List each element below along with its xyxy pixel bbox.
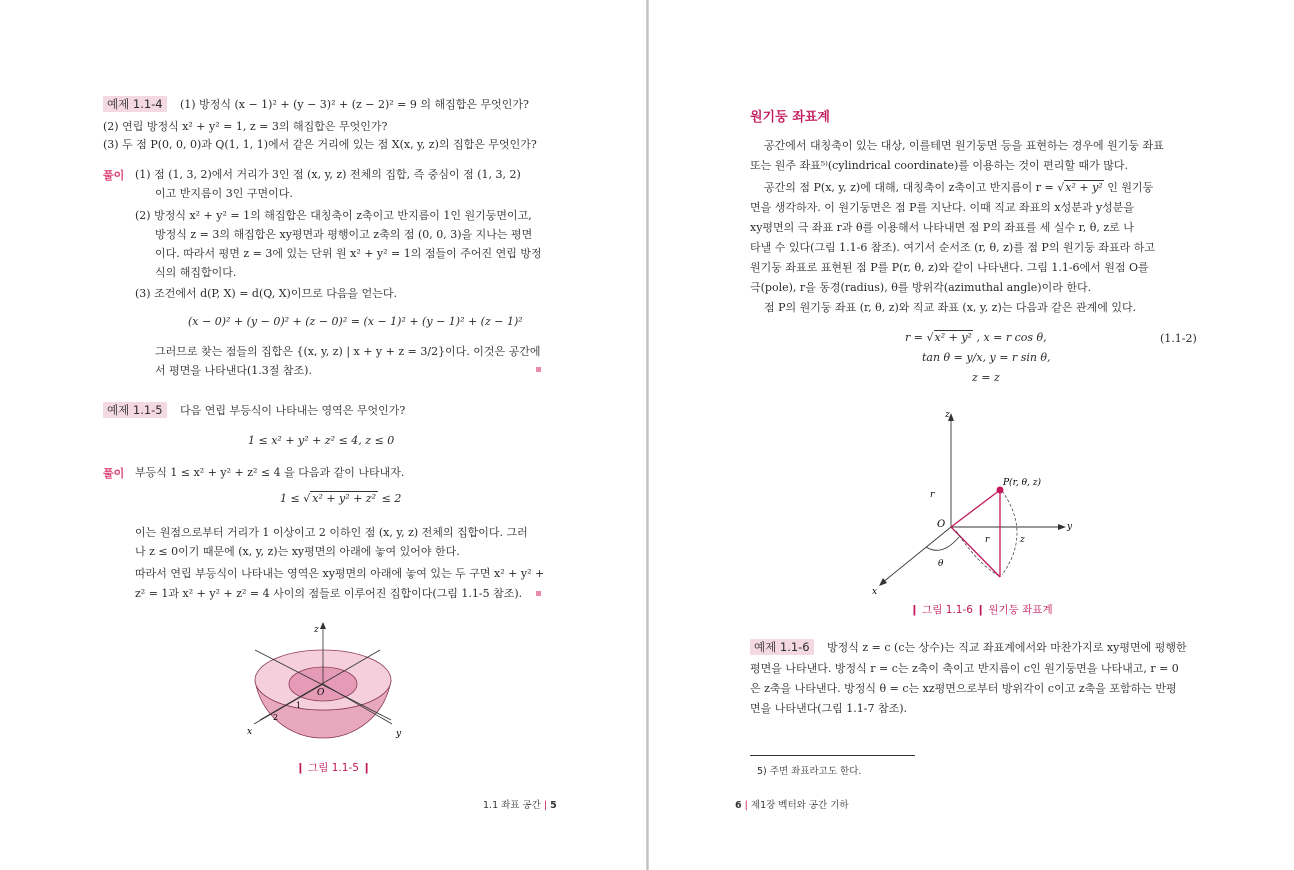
ex4-solution-2c: 이다. 따라서 평면 z = 3에 있는 단위 원 x² + y² = 1의 점들이 주어진 연립 방정 bbox=[155, 247, 542, 260]
para-2b: 면을 생각하자. 이 원기둥면은 점 P를 지난다. 이때 직교 좌표의 x성분과 y성분을 bbox=[750, 201, 1135, 214]
page-number: 5 bbox=[550, 800, 557, 811]
solution-label: 풀이 bbox=[103, 467, 125, 480]
ex5-question: 다음 연립 부등식이 나타내는 영역은 무엇인가? bbox=[180, 404, 406, 417]
figure-cylindrical-coordinates bbox=[864, 405, 1079, 595]
ex6-line-1: 방정식 z = c (c는 상수)는 직교 좌표계에서와 마찬가지로 xy평면에 평행한 bbox=[827, 641, 1187, 654]
end-mark bbox=[536, 591, 541, 596]
para-1b: 또는 원주 좌표⁵⁾(cylindrical coordinate)를 이용하는 것이 편리할 때가 많다. bbox=[750, 159, 1129, 172]
x-label: x bbox=[247, 727, 253, 737]
radius-2-label: 2 bbox=[273, 713, 279, 722]
ex4-solution-2b: 방정식 z = 3의 해집합은 xy평면과 평행이고 z축의 점 (0, 0, 3)을 지나는 평면 bbox=[155, 228, 533, 241]
page-footer: 6 | 제1장 벡터와 공간 기하 bbox=[735, 800, 849, 811]
y-axis-arrow bbox=[1058, 524, 1066, 530]
origin-label: O bbox=[317, 688, 325, 698]
footer-section: 1.1 좌표 공간 bbox=[483, 800, 541, 811]
eq-r-radicand: x² + y² bbox=[934, 331, 972, 344]
para-2d: 타낼 수 있다(그림 1.1-6 참조). 여기서 순서조 (r, θ, z)를 점 P의 원기둥 좌표라 하고 bbox=[750, 241, 1155, 254]
para-2a-radicand: x² + y² bbox=[1065, 181, 1103, 194]
radius-line bbox=[951, 527, 1000, 577]
ex4-question-3: (3) 두 점 P(0, 0, 0)과 Q(1, 1, 1)에서 같은 거리에 있는 점 X(x, y, z)의 집합은 무엇인가? bbox=[103, 138, 537, 151]
end-mark bbox=[536, 367, 541, 372]
radius-1-label: 1 bbox=[296, 701, 302, 710]
ex4-question-1: (1) 방정식 (x − 1)² + (y − 3)² + (z − 2)² = 9 의 해집합은 무엇인가? bbox=[180, 98, 529, 111]
ex4-equation: (x − 0)² + (y − 0)² + (z − 0)² = (x − 1)² + (y − 1)² + (z − 1)² bbox=[188, 315, 523, 328]
footnote-rule bbox=[750, 755, 915, 756]
ex5-equation-2: 1 ≤ √ x² + y² + z² ≤ 2 bbox=[280, 492, 402, 505]
para-1a: 공간에서 대칭축이 있는 대상, 이를테면 원기둥면 등을 표현하는 경우에 원기둥 좌표 bbox=[764, 139, 1164, 152]
ex5-para-2: 나 z ≤ 0이기 때문에 (x, y, z)는 xy평면의 아래에 놓여 있어야 한다. bbox=[135, 545, 460, 558]
footer-chapter: 제1장 벡터와 공간 기하 bbox=[750, 800, 849, 811]
para-2a-tail: 인 원기둥 bbox=[1107, 181, 1154, 194]
equation-number: (1.1-2) bbox=[1160, 332, 1197, 345]
y-label: y bbox=[396, 729, 402, 739]
ex4-solution-1a: (1) 점 (1, 3, 2)에서 거리가 3인 점 (x, y, z) 전체의 집합, 즉 중심이 점 (1, 3, 2) bbox=[135, 168, 521, 181]
equation-r: r = √x² + y² , x = r cos θ, bbox=[905, 331, 1047, 344]
para-2c: xy평면의 극 좌표 r과 θ를 이용해서 나타내면 점 P의 좌표를 세 실수 r, θ, z로 나 bbox=[750, 221, 1134, 234]
height-arc bbox=[1002, 491, 1017, 575]
z-axis-arrow bbox=[320, 622, 326, 629]
x-axis bbox=[882, 527, 951, 583]
figure-caption-1-1-5: ❙ 그림 1.1-5 ❙ bbox=[296, 762, 372, 774]
example-label-1-1-4: 예제 1.1-4 bbox=[103, 96, 167, 112]
ex4-question-2: (2) 연립 방정식 x² + y² = 1, z = 3의 해집합은 무엇인가? bbox=[103, 120, 388, 133]
z-label: z bbox=[314, 625, 319, 635]
ex5-para-3: 따라서 연립 부등식이 나타내는 영역은 xy평면의 아래에 놓여 있는 두 구면 x² + y² + bbox=[135, 567, 545, 580]
z-axis-label: z bbox=[945, 410, 950, 420]
ex4-solution-2d: 식의 해집합이다. bbox=[155, 266, 237, 279]
ex5-para-4: z² = 1과 x² + y² + z² = 4 사이의 점들로 이루어진 집합이다(그림 1.1-5 참조). bbox=[135, 587, 523, 600]
right-page bbox=[649, 0, 1294, 870]
eq2-radicand: x² + y² + z² bbox=[312, 492, 377, 505]
ex4-solution-3b: 그러므로 찾는 점들의 집합은 {(x, y, z) | x + y + z = 3/2}이다. 이것은 공간에 bbox=[155, 345, 541, 358]
page-number: 6 bbox=[735, 800, 742, 811]
ex4-solution-1b: 이고 반지름이 3인 구면이다. bbox=[155, 187, 293, 200]
position-line bbox=[951, 490, 1000, 527]
y-axis-label: y bbox=[1067, 522, 1073, 532]
ex6-line-4: 면을 나타낸다(그림 1.1-7 참조). bbox=[750, 702, 908, 715]
eq2-left: 1 ≤ bbox=[280, 492, 300, 505]
z-label-height: z bbox=[1020, 535, 1025, 545]
r-label-left: r bbox=[930, 490, 935, 500]
para-2a-text: 공간의 점 P(x, y, z)에 대해, 대칭축이 z축이고 반지름이 r = bbox=[764, 181, 1054, 194]
x-axis-label: x bbox=[872, 587, 878, 595]
ex4-solution-2a: (2) 방정식 x² + y² = 1의 해집합은 대칭축이 z축이고 반지름이 1인 원기둥면이고, bbox=[135, 209, 532, 222]
example-label-1-1-6: 예제 1.1-6 bbox=[750, 639, 814, 655]
equation-tan: tan θ = y/x, y = r sin θ, bbox=[922, 351, 1051, 364]
page-footer: 1.1 좌표 공간 | 5 bbox=[483, 800, 557, 811]
para-2e: 원기둥 좌표로 표현된 점 P를 P(r, θ, z)와 같이 나타낸다. 그림 1.1-6에서 원점 O를 bbox=[750, 261, 1149, 274]
ex5-para-1: 이는 원점으로부터 거리가 1 이상이고 2 이하인 점 (x, y, z) 전체의 집합이다. 그러 bbox=[135, 526, 528, 539]
para-2a: 공간의 점 P(x, y, z)에 대해, 대칭축이 z축이고 반지름이 r = √x² + y² 인 원기둥 bbox=[764, 181, 1154, 194]
solution-label: 풀이 bbox=[103, 169, 125, 182]
ex5-equation-1: 1 ≤ x² + y² + z² ≤ 4, z ≤ 0 bbox=[248, 434, 395, 447]
ex6-line-2: 평면을 나타낸다. 방정식 r = c는 z축이 축이고 반지름이 c인 원기둥면을 나타내고, r = 0 bbox=[750, 662, 1179, 675]
point-p-label: P(r, θ, z) bbox=[1003, 478, 1041, 488]
para-3: 점 P의 원기둥 좌표 (r, θ, z)와 직교 좌표 (x, y, z)는 다음과 같은 관계에 있다. bbox=[764, 301, 1137, 314]
eq2-right: ≤ 2 bbox=[381, 492, 402, 505]
figure-hemispherical-shell bbox=[240, 620, 410, 750]
ex6-line-3: 은 z축을 나타낸다. 방정식 θ = c는 xz평면으로부터 방위각이 c이고 z축을 포함하는 반평 bbox=[750, 682, 1177, 695]
ex5-solution-1: 부등식 1 ≤ x² + y² + z² ≤ 4 을 다음과 같이 나타내자. bbox=[135, 466, 405, 479]
origin-label: O bbox=[937, 519, 946, 530]
equation-z: z = z bbox=[972, 371, 1000, 384]
x-axis-arrow bbox=[879, 578, 887, 586]
footnote: 5) 주면 좌표라고도 한다. bbox=[757, 766, 862, 777]
theta-label: θ bbox=[938, 559, 944, 569]
example-label-1-1-5: 예제 1.1-5 bbox=[103, 402, 167, 418]
ex4-solution-3a: (3) 조건에서 d(P, X) = d(Q, X)이므로 다음을 얻는다. bbox=[135, 287, 397, 300]
section-heading: 원기둥 좌표계 bbox=[750, 110, 830, 125]
r-label-radius: r bbox=[985, 535, 990, 545]
ex4-solution-3c: 서 평면을 나타낸다(1.3절 참조). bbox=[155, 364, 312, 377]
eq-r-right: , x = r cos θ, bbox=[976, 331, 1047, 344]
figure-caption-1-1-6: ❙ 그림 1.1-6 ❙ 원기둥 좌표계 bbox=[910, 604, 1053, 616]
para-2f: 극(pole), r을 동경(radius), θ를 방위각(azimuthal angle)이라 한다. bbox=[750, 281, 1092, 294]
eq-r-left: r = bbox=[905, 331, 923, 344]
